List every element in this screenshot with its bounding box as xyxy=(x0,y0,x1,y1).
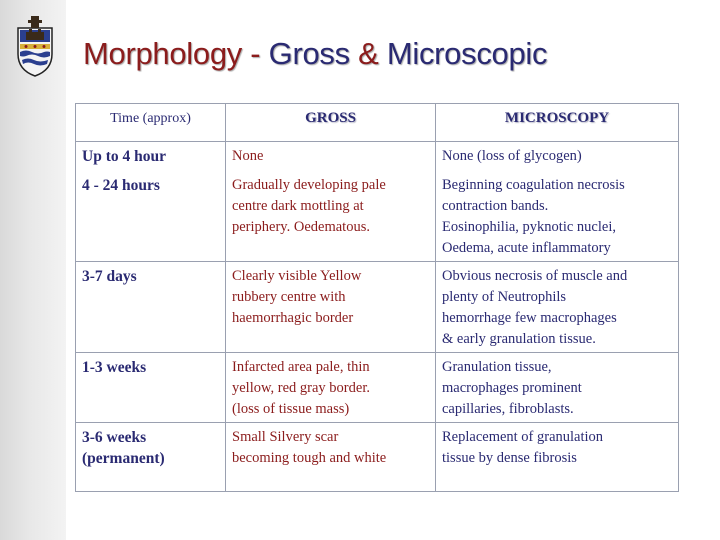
micro-text: Replacement of granulation xyxy=(442,429,604,445)
time-cell xyxy=(76,423,226,492)
micro-text: & early granulation tissue. xyxy=(442,331,596,347)
gross-cell xyxy=(226,423,436,492)
time-label: 4 - 24 hours xyxy=(82,177,160,194)
micro-text: macrophages prominent xyxy=(442,380,582,396)
title-morphology: Morphology - xyxy=(83,36,269,71)
micro-text: Eosinophilia, pyknotic nuclei, xyxy=(442,219,616,235)
title-gross: Gross xyxy=(268,36,359,71)
micro-text: hemorrhage few macrophages xyxy=(442,310,617,326)
table-header-row xyxy=(76,104,679,142)
micro-text: Obvious necrosis of muscle and xyxy=(442,268,628,284)
title-microscopic: Microscopic xyxy=(386,36,548,71)
gross-text: centre dark mottling at xyxy=(232,198,364,214)
micro-text: plenty of Neutrophils xyxy=(442,289,567,305)
gross-text: periphery. Oedematous. xyxy=(232,219,370,235)
header-time: Time (approx) xyxy=(76,104,226,142)
microscopy-cell xyxy=(436,423,679,492)
header-gross: GROSS xyxy=(226,104,436,142)
time-cell xyxy=(76,262,226,353)
gross-cell xyxy=(226,142,436,262)
left-sidebar-bar xyxy=(0,0,66,540)
gross-text: (loss of tissue mass) xyxy=(232,401,350,417)
title-ampersand: & xyxy=(358,36,387,71)
micro-text: Granulation tissue, xyxy=(442,359,552,375)
microscopy-cell xyxy=(436,262,679,353)
crest-logo-icon xyxy=(14,14,56,78)
micro-text: contraction bands. xyxy=(442,198,549,214)
table-row xyxy=(76,353,679,423)
micro-text: Beginning coagulation necrosis xyxy=(442,177,625,193)
gross-text: Small Silvery scar xyxy=(232,429,339,445)
microscopy-cell xyxy=(436,142,679,262)
gross-text: haemorrhagic border xyxy=(232,310,354,326)
time-label: 3-6 weeks xyxy=(82,429,147,446)
gross-text: None xyxy=(232,148,264,164)
gross-text: rubbery centre with xyxy=(232,289,346,305)
micro-text: capillaries, fibroblasts. xyxy=(442,401,574,417)
gross-cell xyxy=(226,353,436,423)
time-label: 1-3 weeks xyxy=(82,359,147,376)
gross-cell xyxy=(226,262,436,353)
micro-text: tissue by dense fibrosis xyxy=(442,450,577,466)
time-cell xyxy=(76,353,226,423)
gross-text: Clearly visible Yellow xyxy=(232,268,362,284)
micro-text: None (loss of glycogen) xyxy=(442,148,582,164)
time-cell xyxy=(76,142,226,262)
microscopy-cell xyxy=(436,353,679,423)
table-row xyxy=(76,142,679,262)
time-label: 3-7 days xyxy=(82,268,137,285)
table-row xyxy=(76,423,679,492)
table-row xyxy=(76,262,679,353)
morphology-table xyxy=(75,103,679,492)
gross-text: Infarcted area pale, thin xyxy=(232,359,370,375)
micro-text: Oedema, acute inflammatory xyxy=(442,240,611,256)
gross-text: becoming tough and white xyxy=(232,450,387,466)
time-label: (permanent) xyxy=(82,450,165,467)
time-label: Up to 4 hour xyxy=(82,148,166,165)
gross-text: Gradually developing pale xyxy=(232,177,386,193)
gross-text: yellow, red gray border. xyxy=(232,380,370,396)
page-title xyxy=(83,36,547,72)
header-microscopy: MICROSCOPY xyxy=(436,104,679,142)
